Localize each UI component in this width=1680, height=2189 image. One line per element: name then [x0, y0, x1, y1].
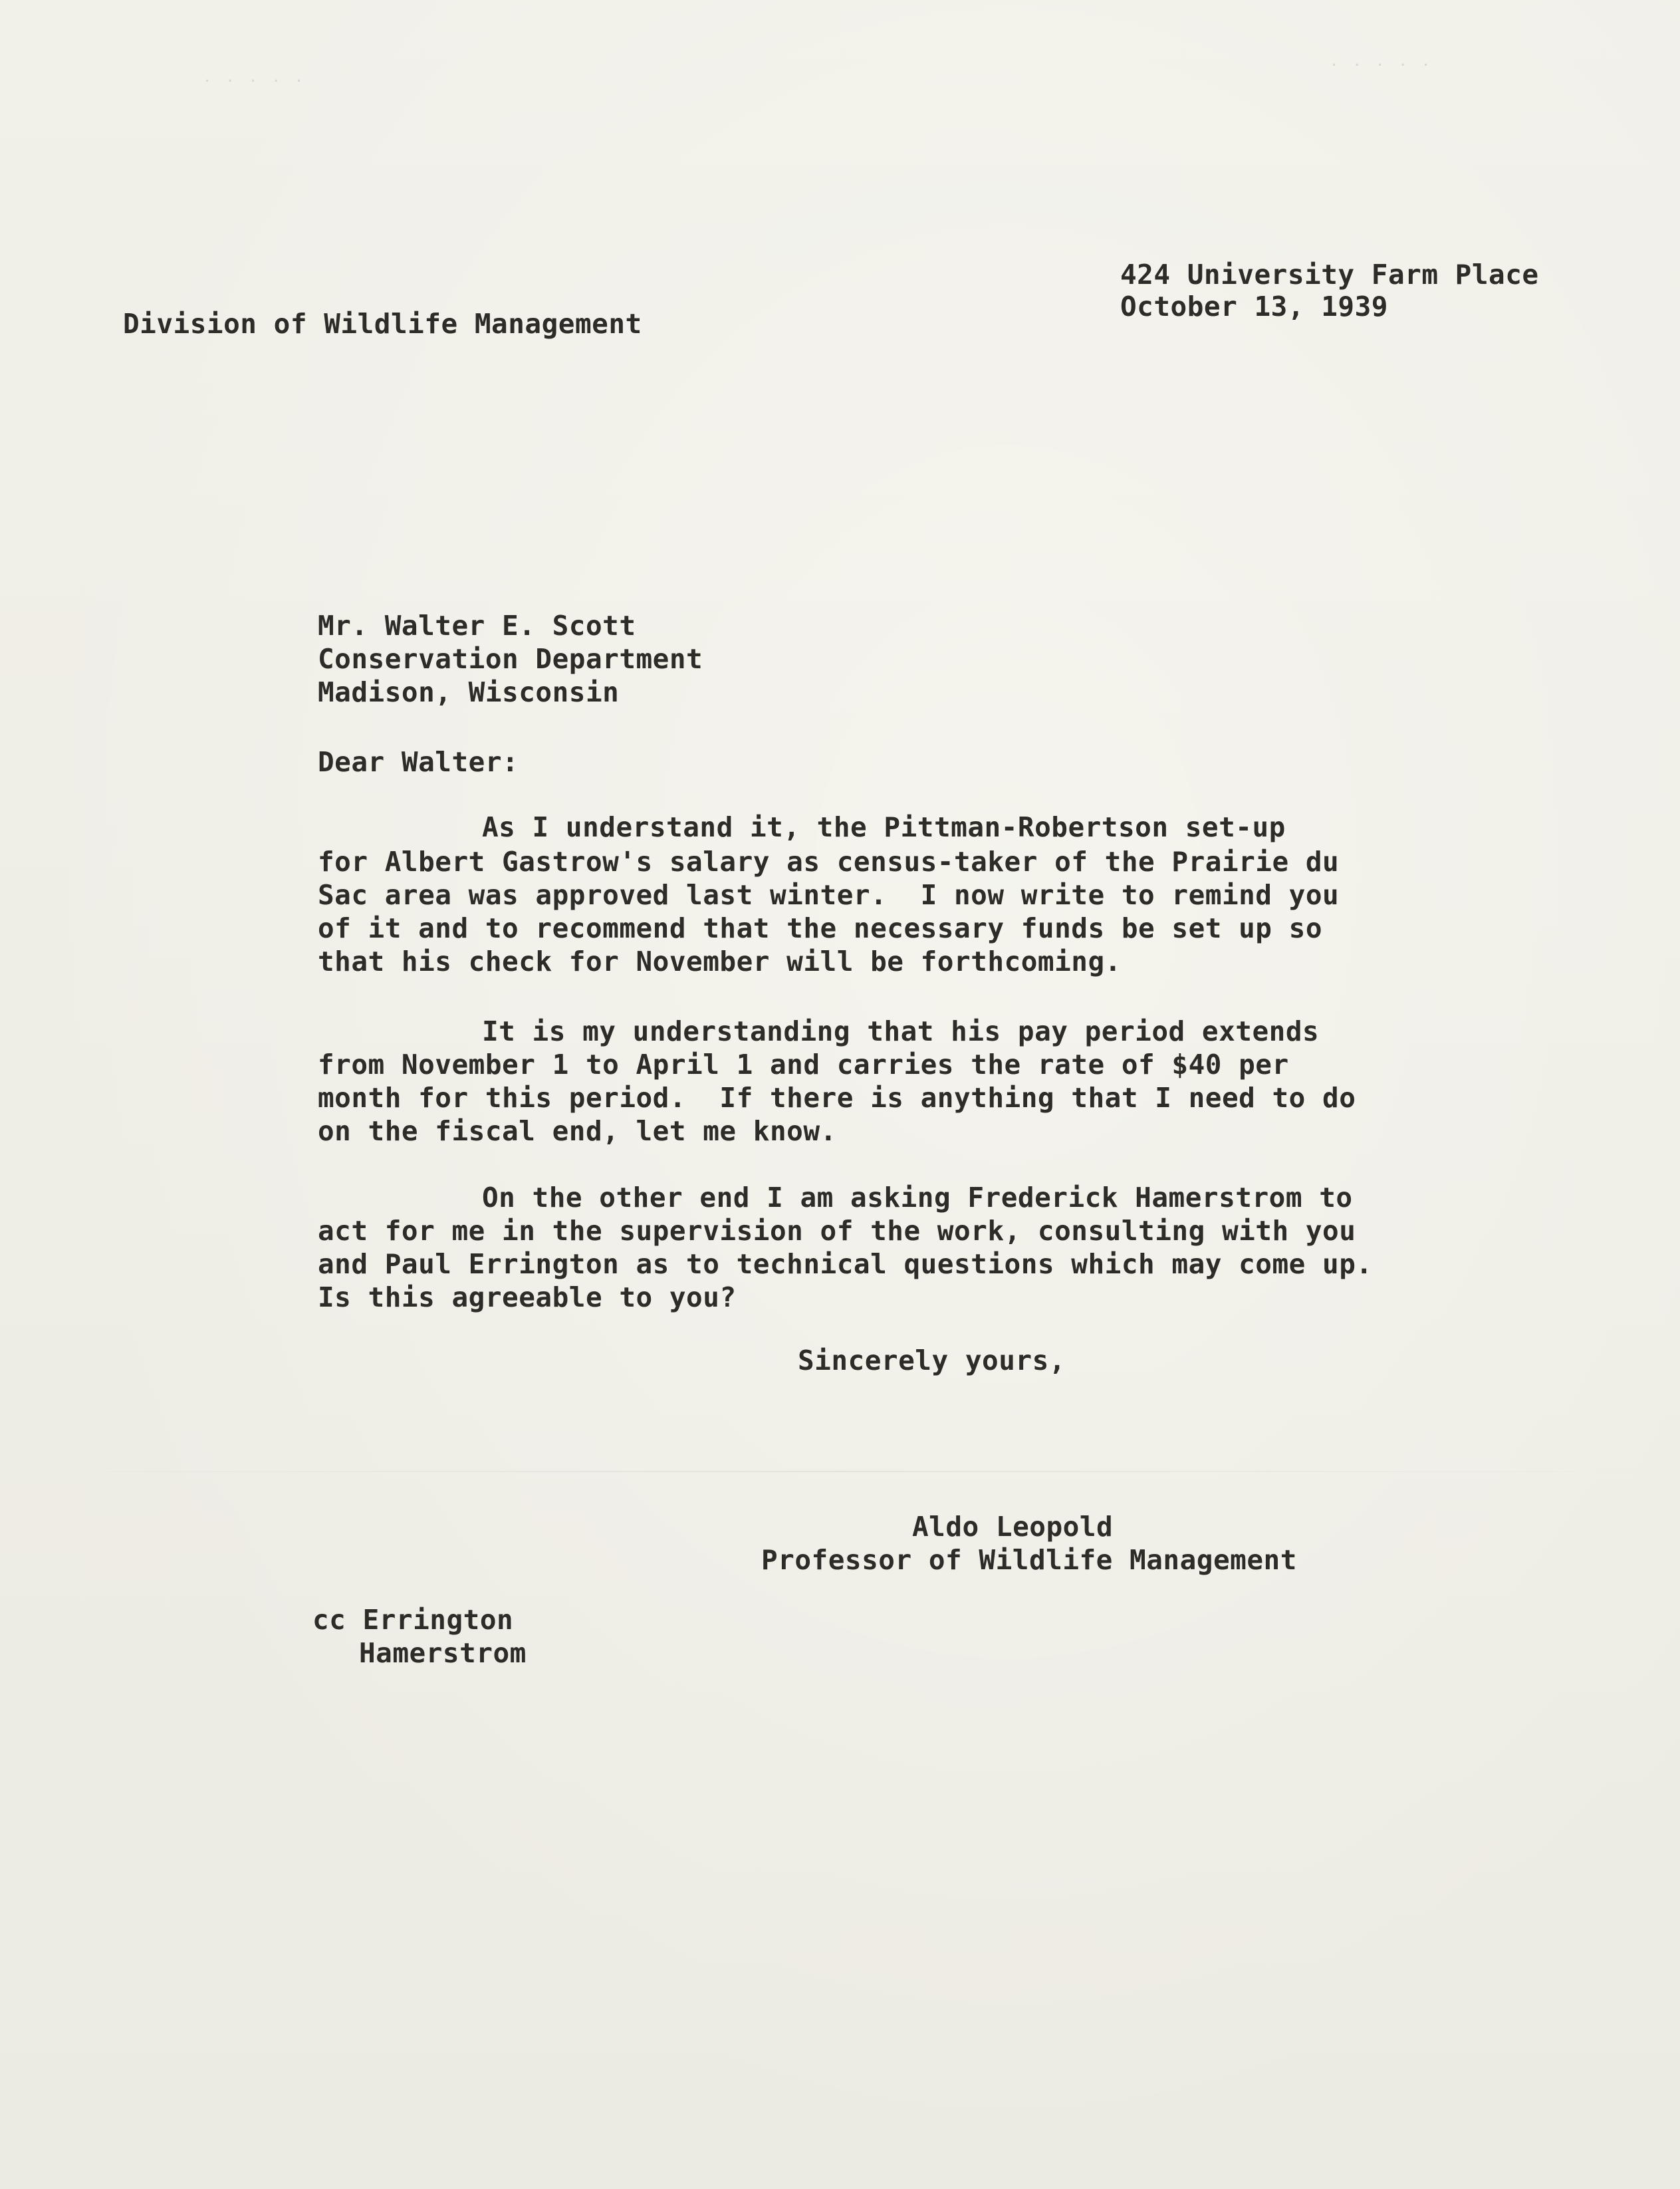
paragraph-2-line: on the fiscal end, let me know.	[318, 1115, 837, 1147]
paragraph-2-line: It is my understanding that his pay period extends	[482, 1015, 1320, 1047]
paragraph-3-line: Is this agreeable to you?	[318, 1281, 737, 1313]
recipient-city: Madison, Wisconsin	[318, 676, 620, 708]
paragraph-1-line: that his check for November will be forthcoming.	[318, 946, 1122, 977]
paragraph-1-line: for Albert Gastrow's salary as census-taker of the Prairie du	[318, 846, 1340, 878]
cc-line: Hamerstrom	[359, 1637, 527, 1669]
cc-line: cc Errington	[312, 1604, 514, 1636]
paragraph-2-line: month for this period. If there is anything that I need to do	[318, 1082, 1356, 1114]
faint-mark-left: · · · · ·	[203, 73, 306, 90]
letter-date: October 13, 1939	[1120, 291, 1388, 322]
salutation: Dear Walter:	[318, 746, 519, 778]
complimentary-closing: Sincerely yours,	[798, 1345, 1066, 1376]
paragraph-3-line: On the other end I am asking Frederick Hamerstrom to	[482, 1182, 1353, 1214]
paragraph-1-line: Sac area was approved last winter. I now write to remind you	[318, 879, 1340, 911]
paragraph-2-line: from November 1 to April 1 and carries the rate of $40 per	[318, 1049, 1289, 1081]
recipient-name: Mr. Walter E. Scott	[318, 610, 636, 642]
signer-title: Professor of Wildlife Management	[761, 1544, 1297, 1576]
paragraph-3-line: and Paul Errington as to technical questions which may come up.	[318, 1248, 1373, 1280]
paragraph-1-line: As I understand it, the Pittman-Robertson set-up	[482, 811, 1286, 843]
paragraph-3-line: act for me in the supervision of the work, consulting with you	[318, 1215, 1356, 1247]
paper-fold-line	[0, 1471, 1680, 1472]
paragraph-1-line: of it and to recommend that the necessary funds be set up so	[318, 912, 1323, 944]
signer-name: Aldo Leopold	[912, 1511, 1114, 1543]
faint-mark-right: · · · · ·	[1330, 57, 1433, 74]
letterhead: Division of Wildlife Management	[123, 308, 642, 340]
sender-address-line: 424 University Farm Place	[1120, 259, 1539, 291]
recipient-organization: Conservation Department	[318, 643, 703, 675]
